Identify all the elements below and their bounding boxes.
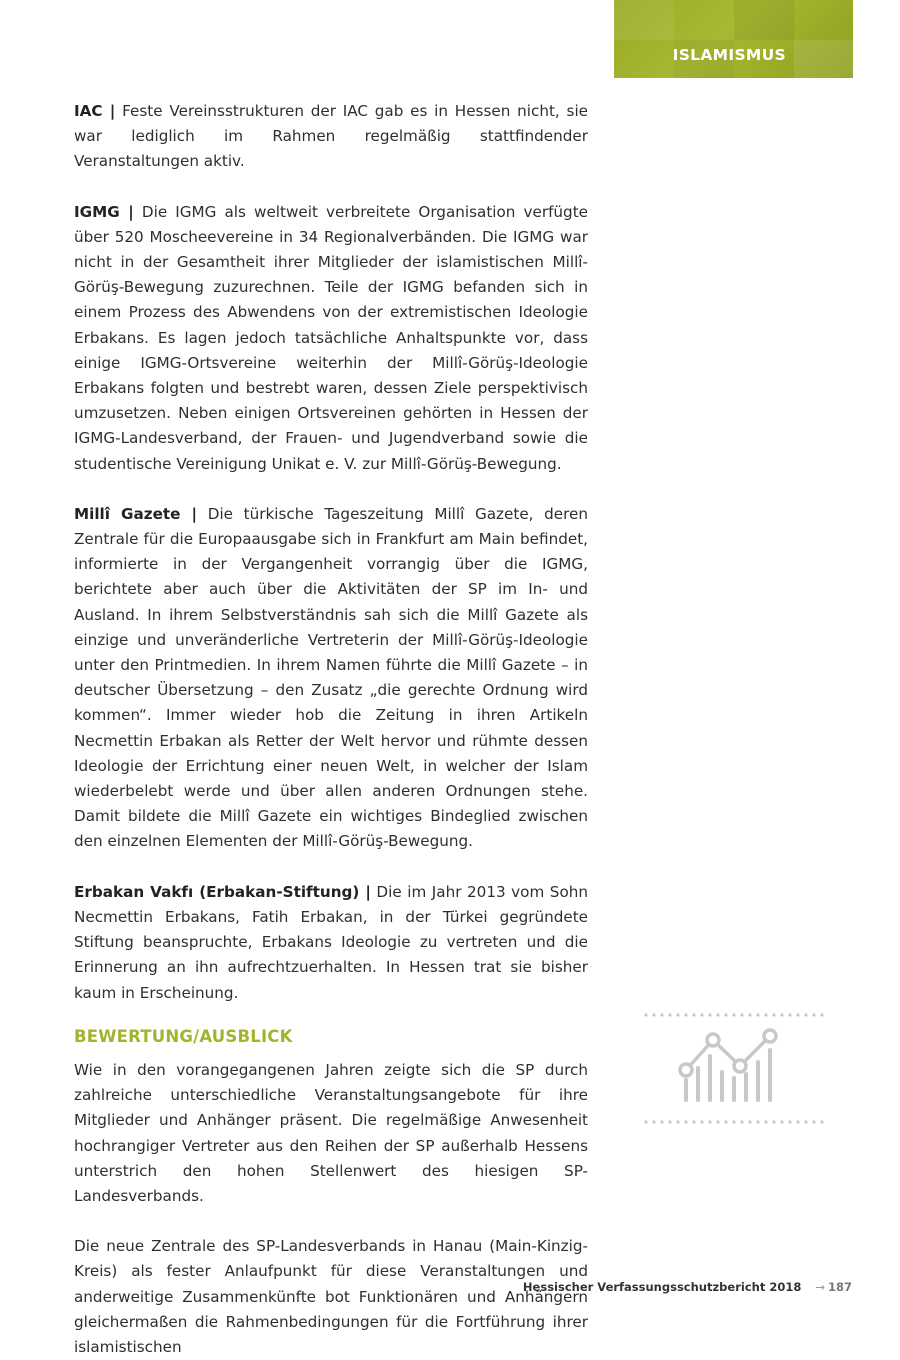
paragraph-text: Feste Vereinsstrukturen der IAC gab es in Hessen nicht, sie war lediglich im Rahmen regelmäßig stattfindender Veranstaltungen aktiv. — [74, 102, 589, 171]
page-footer — [523, 1280, 852, 1294]
tab-tile — [794, 40, 853, 78]
term-label: Erbakan Vakfı (Erbakan-Stiftung) | — [74, 882, 371, 901]
paragraph-iac — [74, 99, 588, 175]
main-text — [74, 99, 588, 1360]
paragraph-erbakan-vakfi — [74, 880, 588, 1006]
section-heading: BEWERTUNG/AUSBLICK — [74, 1026, 293, 1046]
chart-trend-icon — [642, 1008, 824, 1130]
term-label: IAC | — [74, 102, 116, 120]
paragraph-text: Die türkische Tageszeitung Millî Gazete, deren Zentrale für die Europaausgabe sich in Frankfurt am Main befindet, informierte in der Vergangenheit vorrangig über die IGMG, berichtete aber auch über die Aktivitäten der SP im In- und Ausland. In ihrem Selbstverständnis sah sich die Millî Gazete als einzige und unveränderliche Vertreterin der Millî-Görüş-Ideologie unter den Printmedien. In ihrem Namen führte die Millî Gazete – in deutscher Übersetzung – den Zusatz „die gerechte Ordnung wird kommen“. Immer wieder hob die Zeitung in ihren Artikeln Necmettin Erbakan als Retter der Welt hervor und rühmte dessen Ideologie der Errichtung einer neuen Welt, in welcher der Islam wiederbelebt werde und über allen anderen Ordnungen stehe. Damit bildete die Millî Gazete ein wichtiges Bindeglied zwischen den einzelnen Elementen der Millî-Görüş-Bewegung. — [74, 504, 588, 851]
paragraph-igmg — [74, 200, 588, 477]
paragraph-text: Die im Jahr 2013 vom Sohn Necmettin Erbakans, Fatih Erbakan, in der Türkei gegründete Stiftung beanspruchte, Erbakans Ideologie zu vertreten und die Erinnerung an ihn aufrechtzuerhalten. In Hessen trat sie bisher kaum in Erscheinung. — [74, 882, 588, 1002]
assessment-paragraph: Wie in den vorangegangenen Jahren zeigte sich die SP durch zahlreiche unterschiedliche Veranstaltungsangebote für ihre Mitglieder und Anhänger präsent. Die regelmäßige Anwesenheit hochrangiger Vertreter aus den Reihen der SP außerhalb Hessens unterstrich den hohen Stellenwert des hiesigen SP-Landesverbands. — [74, 1060, 588, 1205]
publication-title: Hessischer Verfassungsschutzbericht 2018 — [522, 1280, 802, 1294]
paragraph-milli-gazete — [74, 502, 588, 855]
paragraph-text: Die IGMG als weltweit verbreitete Organisation verfügte über 520 Moscheevereine in 34 Regionalverbänden. Die IGMG war nicht in der Gesamtheit ihrer Mitglieder der islamistischen Millî-Görüş-Bewegung zuzurechnen. Teile der IGMG befanden sich in einem Prozess des Abwendens von der extremistischen Ideologie Erbakans. Es lagen jedoch tatsächliche Anhaltspunkte vor, dass einige IGMG-Ortsvereine weiterhin der Millî-Görüş-Ideologie Erbakans folgten und bestrebt waren, dessen Ziele perspektivisch umzusetzen. Neben einigen Ortsvereinen gehörten in Hessen der IGMG-Landesverband, der Frauen- und Jugendverband sowie die studentische Vereinigung Unikat e. V. zur Millî-Görüş-Bewegung. — [74, 202, 588, 473]
term-label: Millî Gazete | — [74, 504, 198, 523]
section-tab — [614, 0, 853, 78]
term-label: IGMG | — [74, 202, 134, 221]
page-number: 187 — [827, 1280, 852, 1294]
tab-tile — [614, 0, 674, 40]
tab-tile — [734, 0, 794, 40]
arrow-right-icon: → — [815, 1280, 825, 1294]
section-label: ISLAMISMUS — [672, 46, 786, 64]
assessment-paragraph: Die neue Zentrale des SP-Landesverbands in Hanau (Main-Kinzig-Kreis) als fester Anlaufpunkt für diese Veranstaltungen und anderweitige Zusammenkünfte bot Funktionären und Anhängern gleichermaßen die Rahmenbedingungen für die Fortführung ihrer islamistischen — [74, 1237, 588, 1356]
